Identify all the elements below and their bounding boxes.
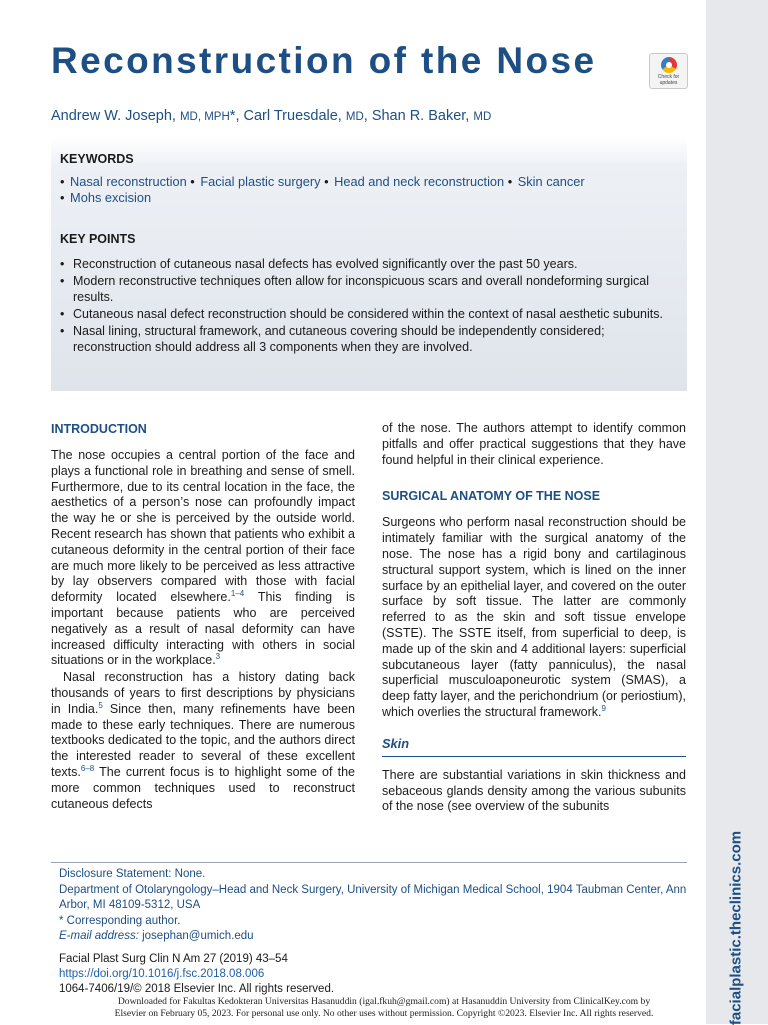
footnote-divider xyxy=(51,862,687,863)
citation-link[interactable]: 1–4 xyxy=(230,589,245,599)
right-column xyxy=(382,421,686,815)
disclosure-statement: Disclosure Statement: None. xyxy=(59,868,206,880)
citation-link[interactable]: 5 xyxy=(98,700,103,710)
author-name: Shan R. Baker, xyxy=(371,108,474,124)
author-degree: MD xyxy=(345,111,364,123)
key-point: • Modern reconstructive techniques often allow for inconspicuous scars and overall nondeforming surgical results. xyxy=(60,273,670,305)
email-line: E-mail address: josephan@umich.edu xyxy=(59,930,254,942)
keywords-line: • Mohs excision xyxy=(60,190,152,205)
skin-heading: Skin xyxy=(382,736,686,757)
journal-citation: Facial Plast Surg Clin N Am 27 (2019) 43–54 xyxy=(59,953,288,965)
check-for-updates-button[interactable] xyxy=(649,53,688,89)
author-degree: MD xyxy=(473,111,492,123)
key-point: • Nasal lining, structural framework, and cutaneous covering should be independently considered; reconstruction should address all 3 components when they are involved. xyxy=(60,323,670,355)
anatomy-paragraph: Surgeons who perform nasal reconstruction should be intimately familiar with the surgical anatomy of the nose. The nose has a rigid bony and cartilaginous structural support system, which is lined on the inner surface by an epithelial layer, and covered on the outer surface by soft tissue. The latter are commonly referred to as the skin and soft tissue envelope (SSTE). The SSTE itself, from superficial to deep, is made up of the skin and 4 additional layers: superficial subcutaneous layer (fatty panniculus), the nasal superficial musculoaponeurotic system (SMAS), a deep fatty layer, and the perichondrium (or periostium), which overlies the structural framework.$^9$ xyxy=(382,515,686,719)
keyword[interactable]: Nasal reconstruction xyxy=(70,174,187,189)
corresponding-author: * Corresponding author. xyxy=(59,914,181,927)
skin-paragraph: There are substantial variations in skin thickness and sebaceous glands density among the various subunits of the nose (see overview of the subunits xyxy=(382,767,686,814)
keyword[interactable]: Head and neck reconstruction xyxy=(334,174,505,189)
introduction-paragraph: Nasal reconstruction has a history dating back thousands of years to first descriptions by physicians in India.$^5$ Since then, many refinements have been made to these early techniques. There are numerous textbooks dedicated to the topic, and the authors direct the interested reader to several of these excellent texts.$^{6-8}$ The current focus is to highlight some of the more common techniques used to reconstruct cutaneous defects xyxy=(51,670,356,811)
key-point: • Cutaneous nasal defect reconstruction should be considered within the context of nasal aesthetic subunits. xyxy=(60,306,670,322)
key-points-heading: KEY POINTS xyxy=(60,232,136,246)
journal-url[interactable]: facialplastic.theclinics.com xyxy=(727,830,745,1025)
copyright-line: 1064-7406/19/© 2018 Elsevier Inc. All rights reserved. xyxy=(59,983,335,995)
introduction-heading: INTRODUCTION xyxy=(51,422,147,436)
email-link[interactable]: josephan@umich.edu xyxy=(142,930,254,942)
footnotes xyxy=(59,867,689,945)
download-notice: Downloaded for Fakultas Kedokteran Universitas Hasanuddin (igal.fkuh@gmail.com) at Hasanuddin University from ClinicalKey.com by Elsevier on February 05, 2023. For personal use only. No other uses without permission. Copyright ©2023. Elsevier Inc. All rights reserved. xyxy=(114,996,654,1019)
author-list: Andrew W. Joseph, MD, MPH*, Carl Truesdale, MD, Shan R. Baker, MD xyxy=(51,108,492,124)
anatomy-heading: SURGICAL ANATOMY OF THE NOSE xyxy=(382,489,601,504)
introduction-paragraph: The nose occupies a central portion of the face and plays a functional role in breathing and sense of smell. Furthermore, due to its central location in the face, the aesthetics of a person’s nose can profoundly impact the way he or she is perceived by the outside world. Recent research has shown that patients who exhibit a cutaneous deformity in the central portion of their face are much more likely to be perceived as less attractive by lay observers compared with those with facial deformity located elsewhere.$^{1-4}$ This finding is important because patients who are perceived negatively as a result of nasal deformity can have increased difficulty interacting with others in social situations or in the workplace.$^3$ xyxy=(51,448,356,668)
citation-link[interactable]: 6–8 xyxy=(80,763,95,773)
left-column xyxy=(51,421,355,812)
keyword[interactable]: Facial plastic surgery xyxy=(200,174,321,189)
key-point: • Reconstruction of cutaneous nasal defects has evolved significantly over the past 50 years. xyxy=(60,256,670,272)
key-points-list xyxy=(60,256,670,356)
affiliation: Department of Otolaryngology–Head and Neck Surgery, University of Michigan Medical School, 1904 Taubman Center, Ann Arbor, MI 48109-5312, USA xyxy=(59,883,687,911)
keyword[interactable]: Skin cancer xyxy=(517,174,585,189)
citation-link[interactable]: 3 xyxy=(215,652,221,662)
keywords-heading: KEYWORDS xyxy=(60,152,134,166)
keyword[interactable]: Mohs excision xyxy=(70,190,152,205)
author-name: Andrew W. Joseph, xyxy=(51,108,180,124)
article-title: Reconstruction of the Nose xyxy=(51,40,597,81)
introduction-paragraph-continued: of the nose. The authors attempt to identify common pitfalls and offer practical suggestions that they have found helpful in their clinical experience. xyxy=(382,421,686,467)
keywords-line: • Nasal reconstruction • Facial plastic surgery • Head and neck reconstruction • Skin cancer xyxy=(60,174,585,189)
citation-link[interactable]: 9 xyxy=(601,703,606,713)
crossmark-icon xyxy=(661,57,677,73)
badge-label: Check for updates xyxy=(657,74,680,86)
author-name: Carl Truesdale, xyxy=(243,108,346,124)
doi-link[interactable]: https://doi.org/10.1016/j.fsc.2018.08.006 xyxy=(59,968,265,980)
author-degree: MD, MPH xyxy=(179,111,230,123)
